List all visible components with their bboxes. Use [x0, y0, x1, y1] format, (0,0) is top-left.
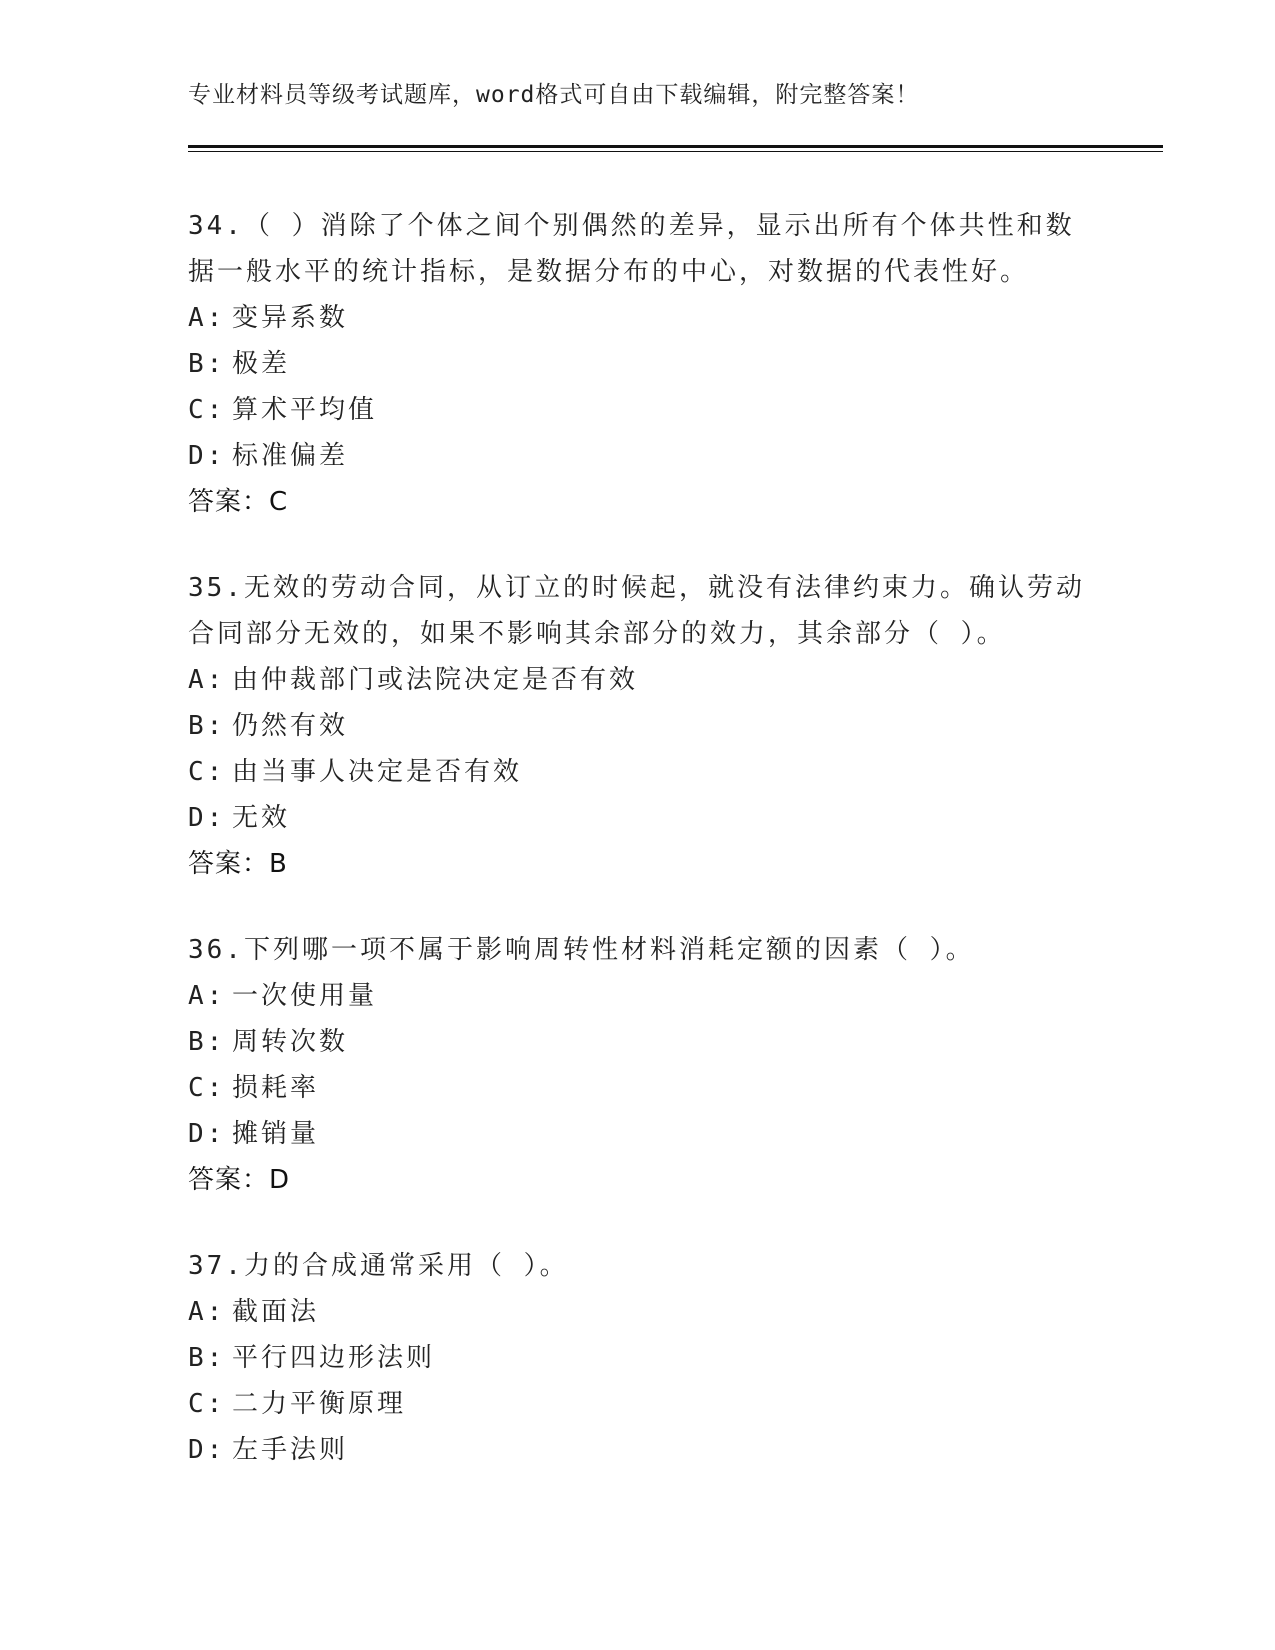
option-text: 左手法则	[232, 1435, 349, 1465]
option-text: 算术平均值	[232, 395, 378, 425]
option-letter: D:	[188, 1119, 226, 1149]
answer-line: 答案：C	[188, 487, 289, 517]
option-b	[188, 703, 1088, 749]
question-36	[188, 927, 1088, 1203]
question-list	[188, 203, 1088, 1513]
option-text: 二力平衡原理	[232, 1389, 407, 1419]
option-letter: D:	[188, 1435, 226, 1465]
question-stem: 36.下列哪一项不属于影响周转性材料消耗定额的因素（ ）。	[188, 935, 975, 965]
option-a	[188, 973, 1088, 1019]
option-b	[188, 1335, 1088, 1381]
option-text: 由仲裁部门或法院决定是否有效	[232, 665, 639, 695]
option-letter: C:	[188, 1073, 226, 1103]
option-a	[188, 1289, 1088, 1335]
option-c	[188, 1065, 1088, 1111]
option-c	[188, 387, 1088, 433]
option-b	[188, 1019, 1088, 1065]
option-letter: B:	[188, 349, 226, 379]
option-letter: A:	[188, 665, 226, 695]
question-35	[188, 565, 1088, 887]
option-text: 平行四边形法则	[232, 1343, 436, 1373]
option-text: 截面法	[232, 1297, 320, 1327]
option-letter: A:	[188, 303, 226, 333]
option-d	[188, 1111, 1088, 1157]
option-text: 仍然有效	[232, 711, 349, 741]
option-b	[188, 341, 1088, 387]
option-letter: C:	[188, 395, 226, 425]
option-letter: A:	[188, 1297, 226, 1327]
option-text: 由当事人决定是否有效	[232, 757, 523, 787]
option-c	[188, 749, 1088, 795]
answer-line: 答案：D	[188, 1165, 291, 1195]
question-stem: 35.无效的劳动合同，从订立的时候起，就没有法律约束力。确认劳动合同部分无效的，如果不影响其余部分的效力，其余部分（ ）。	[188, 573, 1085, 649]
option-letter: B:	[188, 711, 226, 741]
option-text: 摊销量	[232, 1119, 320, 1149]
option-letter: C:	[188, 1389, 226, 1419]
question-34	[188, 203, 1088, 525]
page-header-text: 专业材料员等级考试题库，word格式可自由下载编辑，附完整答案！	[188, 82, 920, 108]
option-text: 损耗率	[232, 1073, 320, 1103]
option-text: 变异系数	[232, 303, 349, 333]
header-rule-thin	[188, 151, 1163, 152]
option-text: 一次使用量	[232, 981, 378, 1011]
option-a	[188, 295, 1088, 341]
question-37	[188, 1243, 1088, 1473]
option-a	[188, 657, 1088, 703]
option-text: 标准偏差	[232, 441, 349, 471]
question-stem: 37.力的合成通常采用（ ）。	[188, 1251, 569, 1281]
option-letter: A:	[188, 981, 226, 1011]
option-d	[188, 795, 1088, 841]
header-rule-thick	[188, 145, 1163, 148]
option-text: 无效	[232, 803, 291, 833]
question-stem: 34.（ ）消除了个体之间个别偶然的差异，显示出所有个体共性和数据一般水平的统计指标，是数据分布的中心，对数据的代表性好。	[188, 211, 1075, 287]
option-letter: B:	[188, 1027, 226, 1057]
option-d	[188, 433, 1088, 479]
option-letter: C:	[188, 757, 226, 787]
option-text: 极差	[232, 349, 291, 379]
option-c	[188, 1381, 1088, 1427]
option-d	[188, 1427, 1088, 1473]
option-letter: D:	[188, 803, 226, 833]
option-text: 周转次数	[232, 1027, 349, 1057]
option-letter: B:	[188, 1343, 226, 1373]
option-letter: D:	[188, 441, 226, 471]
answer-line: 答案：B	[188, 849, 288, 879]
